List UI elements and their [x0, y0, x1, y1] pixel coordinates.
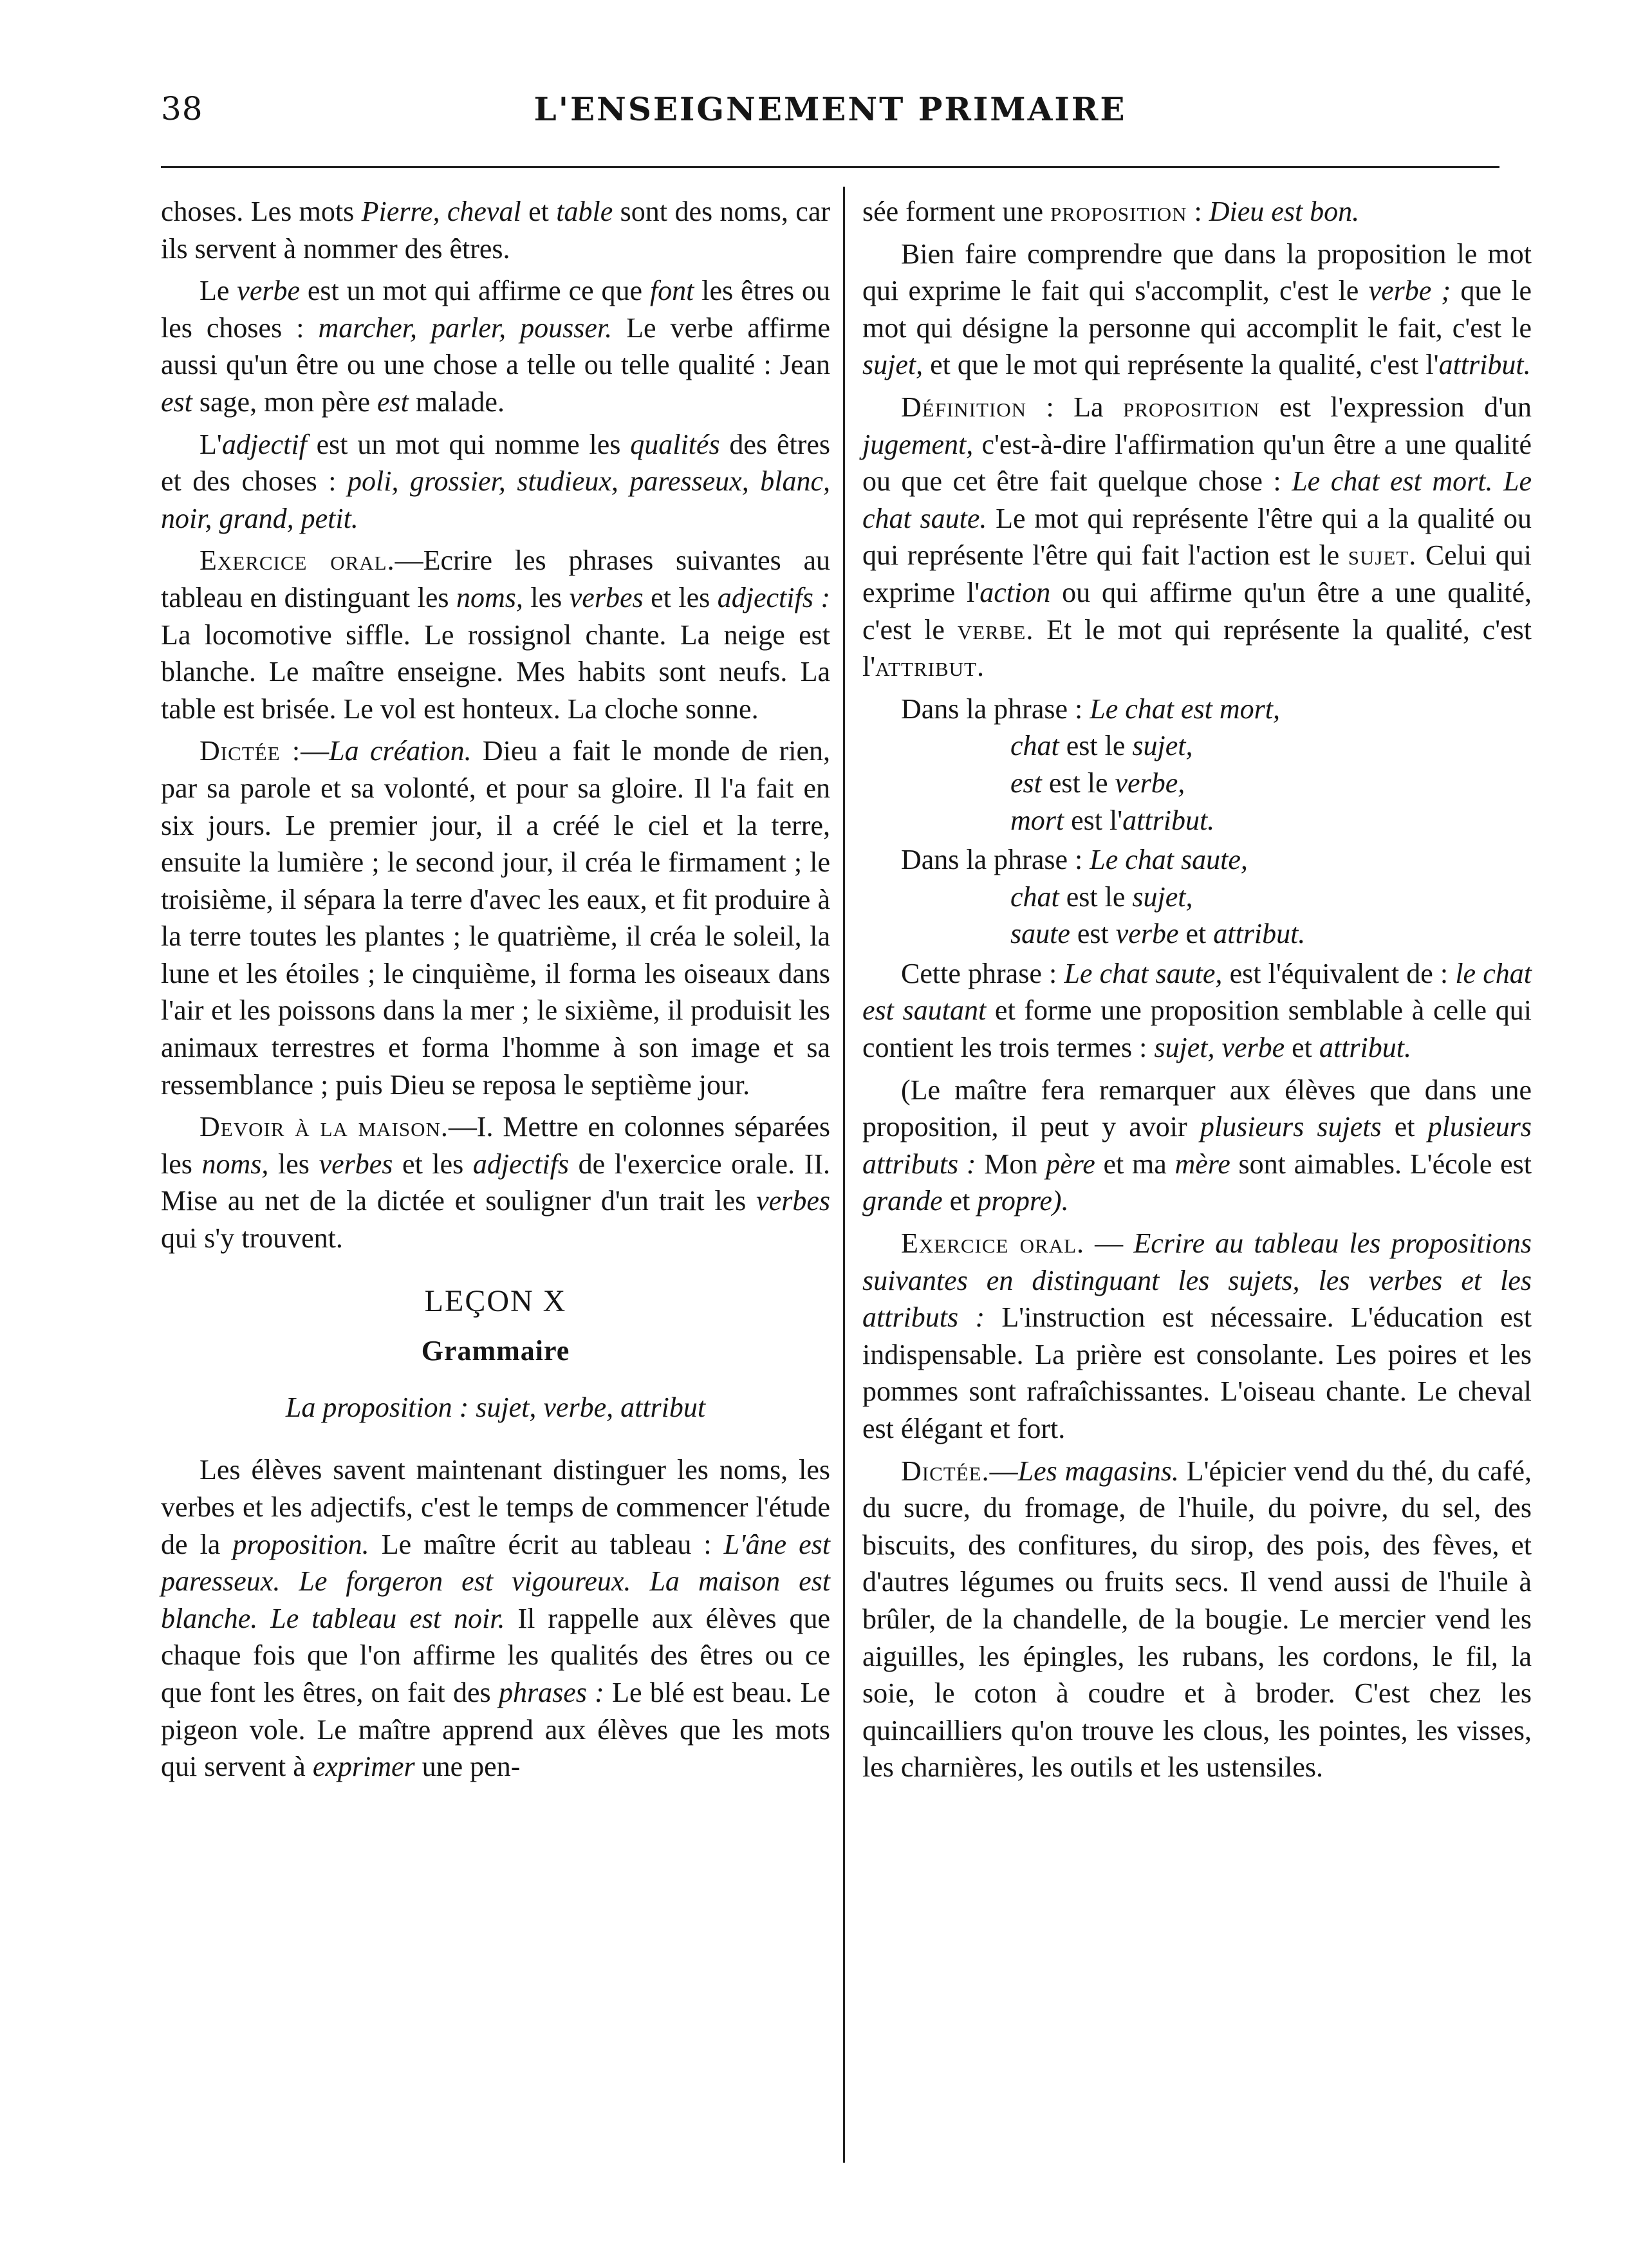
example-chat-saute: Dans la phrase : Le chat saute, chat est le sujet, saute est verbe et attribut. — [901, 844, 1306, 950]
paragraph-teacher-note: (Le maître fera remarquer aux élèves que dans une proposition, il peut y avoir plusieurs sujets et plusieurs attributs : Mon père et ma mère sont aimables. L'école est grande et propre). — [862, 1074, 1532, 1217]
running-title: L'ENSEIGNEMENT PRIMAIRE — [534, 90, 1127, 128]
header-rule — [161, 166, 1499, 168]
paragraph-verb-definition: Le verbe est un mot qui affirme ce que font les êtres ou les choses : marcher, parler, pousser. Le verbe affirme aussi qu'un être ou une chose a telle ou telle qualité : Jean est sage, mon père est malade. — [161, 275, 831, 418]
paragraph-dictation-creation: Dictée :—La création. Dieu a fait le monde de rien, par sa parole et sa volonté, et pour sa gloire. Il l'a fait en six jours. Le premier jour, il a créé le ciel et la terre, ensuite la lumière ; le second jour, il créa le firmament ; le troisième, il sépara la terre d'avec les eaux, et fit produire à la terre toutes les plantes ; le quatrième, il créa le soleil, la lune et les étoiles ; le cinquième, il forma les oiseaux dans l'air et les poissons dans la mer ; le sixième, il produisit les animaux terrestres et forma l'homme à son image et sa ressemblance ; puis Dieu se reposa le septième jour. — [161, 735, 830, 1101]
example-chat-est-mort: Dans la phrase : Le chat est mort, chat est le sujet, est est le verbe, mort est l'attribut. — [901, 693, 1281, 836]
paragraph-dictation-shops: Dictée.—Les magasins. L'épicier vend du thé, du café, du sucre, du fromage, de l'huile, du poivre, du sel, des biscuits, des confitures, du sirop, des pois, des fèves, et d'autres légumes ou fruits secs. Il vend aussi de l'huile à brûler, de la chandelle, de la bougie. Le mercier vend les aiguilles, les épingles, les rubans, les cordons, le fil, la soie, le coton à coudre et à broder. C'est chez les quincailliers qu'on trouve les clous, les pointes, les visses, les charnières, les outils et les ustensiles. — [862, 1455, 1532, 1784]
paragraph-adjective-definition: L'adjectif est un mot qui nomme les qualités des êtres et des choses : poli, grossier, studieux, paresseux, blanc, noir, grand, petit. — [161, 428, 830, 534]
lesson-topic: La proposition : sujet, verbe, attribut — [285, 1391, 706, 1423]
paragraph-explanation: Bien faire comprendre que dans la proposition le mot qui exprime le fait qui s'accomplit, c'est le verbe ; que le mot qui désigne la personne qui accomplit le fait, c'est le sujet, et que le mot qui représente la qualité, c'est l'attribut. — [862, 238, 1532, 381]
paragraph-oral-exercise-2: Exercice oral. — Ecrire au tableau les propositions suivantes en distinguant les sujets, les verbes et les attributs : L'instruction est nécessaire. L'éducation est indispensable. La prière est consolante. Les poires et les pommes sont rafraîchissantes. L'oiseau chante. Le cheval est élégant et fort. — [862, 1227, 1532, 1444]
page-header — [161, 90, 1499, 148]
paragraph-homework: Devoir à la maison.—I. Mettre en colonnes séparées les noms, les verbes et les adjectifs de l'exercice orale. II. Mise au net de la dictée et souligner d'un trait les verbes qui s'y trouvent. — [161, 1111, 830, 1254]
paragraph-nouns-end: choses. Les mots Pierre, cheval et table sont des noms, car ils servent à nommer des êtres. — [161, 196, 830, 265]
page-number: 38 — [161, 90, 203, 127]
left-column — [161, 193, 830, 1791]
paragraph-equivalence: Cette phrase : Le chat saute, est l'équivalent de : le chat est sautant et forme une proposition semblable à celle qui contient les trois termes : sujet, verbe et attribut. — [862, 957, 1532, 1064]
paragraph-oral-exercise: Exercice oral.—Ecrire les phrases suivantes au tableau en distinguant les noms, les verbes et les adjectifs : La locomotive siffle. Le rossignol chante. La neige est blanche. Le maître enseigne. Mes habits sont neufs. La table est brisée. Le vol est honteux. La cloche sonne. — [161, 545, 830, 725]
paragraph-definition: Définition : La proposition est l'expression d'un jugement, c'est-à-dire l'affirmation qu'un être a une qualité ou que cet être fait quelque chose : Le chat est mort. Le chat saute. Le mot qui représente l'être qui a la qualité ou qui représente l'être qui fait l'action est le sujet. Celui qui exprime l'action ou qui affirme qu'un être a une qualité, c'est le verbe. Et le mot qui représente la qualité, c'est l'attribut. — [862, 391, 1532, 683]
lesson-subject: Grammaire — [421, 1335, 570, 1367]
paragraph-proposition-intro: Les élèves savent maintenant distinguer les noms, les verbes et les adjectifs, c'est le temps de commencer l'étude de la proposition. Le maître écrit au tableau : L'âne est paresseux. Le forgeron est vigoureux. La maison est blanche. Le tableau est noir. Il rappelle aux élèves que chaque fois que l'on affirme les qualités des êtres ou ce que font les êtres, on fait des phrases : Le blé est beau. Le pigeon vole. Le maître apprend aux élèves que les mots qui servent à exprimer une pen- — [161, 1454, 831, 1783]
paragraph-proposition-continued: sée forment une proposition : Dieu est bon. — [862, 196, 1360, 227]
lesson-title: LEÇON X — [424, 1283, 567, 1318]
column-divider — [843, 187, 845, 2163]
right-column — [862, 193, 1532, 1791]
